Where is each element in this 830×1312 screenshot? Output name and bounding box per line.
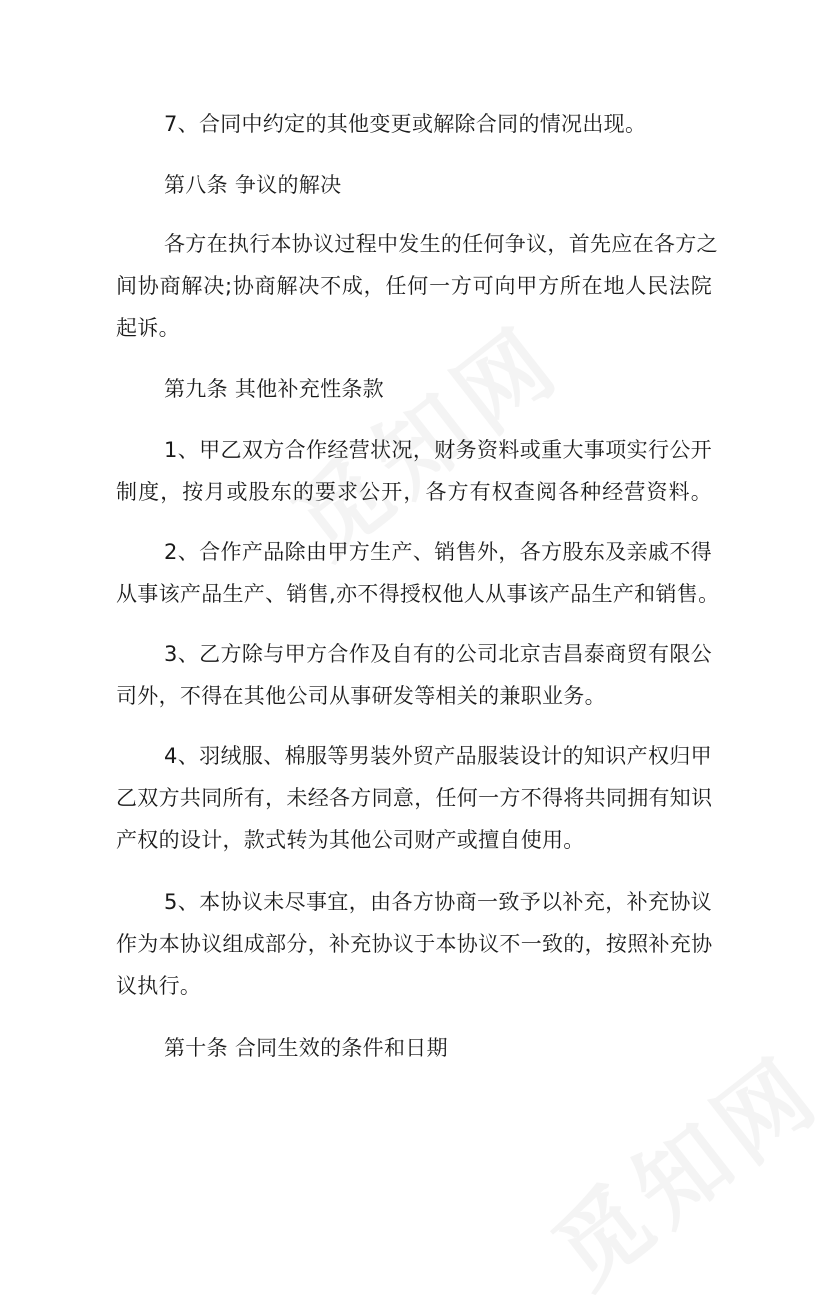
article-9-heading: 第九条 其他补充性条款 [164,377,384,401]
watermark [522,1020,830,1312]
list-item-4-cont: 产权的设计，款式转为其他公司财产或擅自使用。 [116,828,585,852]
article-10-heading: 第十条 合同生效的条件和日期 [164,1036,448,1060]
list-item-4-cont: 乙双方共同所有，未经各方同意，任何一方不得将共同拥有知识 [116,786,713,810]
list-item-1-cont: 制度，按月或股东的要求公开，各方有权查阅各种经营资料。 [116,480,712,504]
list-item-5: 5、本协议未尽事宜，由各方协商一致予以补充，补充协议 [164,890,712,914]
list-item-5-cont: 作为本协议组成部分，补充协议于本协议不一致的，按照补充协 [116,932,713,956]
list-item-3: 3、乙方除与甲方合作及自有的公司北京吉昌泰商贸有限公 [164,642,712,666]
paragraph-line: 各方在执行本协议过程中发生的任何争议，首先应在各方之 [164,232,718,256]
paragraph-line: 起诉。 [116,316,180,340]
list-item-4: 4、羽绒服、棉服等男装外贸产品服装设计的知识产权归甲 [164,744,712,768]
article-8-heading: 第八条 争议的解决 [164,173,342,197]
list-item-5-cont: 议执行。 [116,974,202,998]
list-item-3-cont: 司外，不得在其他公司从事研发等相关的兼职业务。 [116,684,606,708]
list-item-2-cont: 从事该产品生产、销售,亦不得授权他人从事该产品生产和销售。 [116,582,720,606]
list-item-7: 7、合同中约定的其他变更或解除合同的情况出现。 [164,112,647,136]
list-item-2: 2、合作产品除由甲方生产、销售外，各方股东及亲戚不得 [164,540,712,564]
list-item-1: 1、甲乙双方合作经营状况，财务资料或重大事项实行公开 [164,438,712,462]
paragraph-line: 间协商解决;协商解决不成，任何一方可向甲方所在地人民法院 [116,274,712,298]
